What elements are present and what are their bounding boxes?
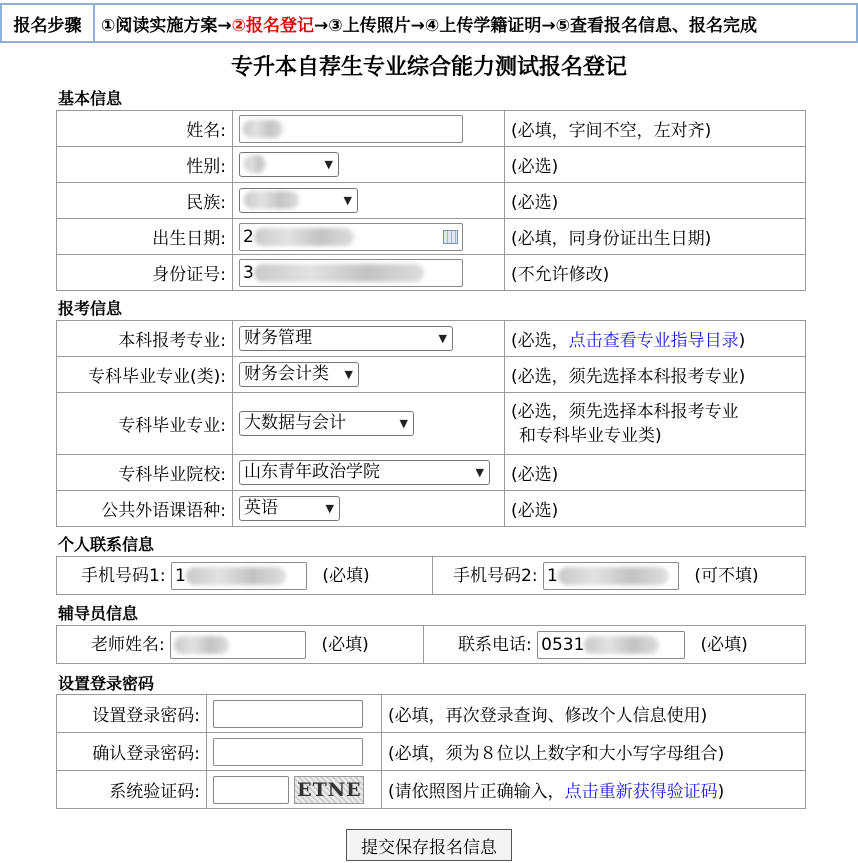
counselor-name-input[interactable] (170, 631, 306, 659)
phone1-note: (必填) (322, 566, 370, 586)
name-label: 姓名: (57, 111, 233, 147)
section-counselor-heading: 辅导员信息 (58, 604, 139, 623)
set-password-label: 设置登录密码: (57, 695, 207, 733)
language-note: (必选) (505, 491, 806, 527)
chevron-down-icon: ▼ (399, 417, 408, 430)
captcha-note: (请依照图片正确输入，点击重新获得验证码) (382, 771, 806, 809)
name-input[interactable] (239, 115, 463, 143)
gender-note: (必选) (505, 147, 806, 183)
confirm-password-note: (必填，须为８位以上数字和大小写字母组合) (382, 733, 806, 771)
steps-label: 报名步骤 (2, 5, 95, 41)
counselor-tel-label: 联系电话: (458, 635, 532, 655)
school-select[interactable]: 山东青年政治学院 ▼ (239, 460, 490, 485)
confirm-password-input[interactable] (213, 738, 363, 766)
refresh-captcha-link[interactable]: 点击重新获得验证码 (564, 782, 718, 802)
chevron-down-icon: ▼ (343, 194, 352, 207)
chevron-down-icon: ▼ (438, 332, 447, 345)
calendar-icon[interactable] (443, 230, 458, 244)
submit-button[interactable]: 提交保存报名信息 (346, 829, 512, 861)
section-contact-heading: 个人联系信息 (58, 535, 155, 554)
specialty-note: (必选，须先选择本科报考专业 和专科毕业专业类) (505, 393, 806, 455)
major-select[interactable]: 财务管理 ▼ (239, 326, 453, 351)
registration-steps-bar (0, 3, 858, 43)
section-basic-heading: 基本信息 (58, 89, 123, 108)
steps-flow (95, 5, 856, 41)
set-password-input[interactable] (213, 700, 363, 728)
section-exam-heading: 报考信息 (58, 299, 123, 318)
id-note: (不允许修改) (505, 255, 806, 291)
id-number-input[interactable]: 3 (239, 259, 463, 287)
counselor-name-label: 老师姓名: (91, 635, 165, 655)
password-table (56, 694, 806, 809)
chevron-down-icon: ▼ (325, 502, 334, 515)
chevron-down-icon: ▼ (475, 466, 484, 479)
birth-date-input[interactable]: 2 (239, 223, 463, 251)
major-note: (必选，点击查看专业指导目录) (505, 321, 806, 357)
section-password-heading: 设置登录密码 (58, 674, 155, 693)
language-select[interactable]: 英语 ▼ (239, 496, 340, 521)
name-note: (必填，字间不空，左对齐) (505, 111, 806, 147)
counselor-tel-input[interactable]: 0531 (537, 631, 685, 659)
chevron-down-icon: ▼ (324, 158, 333, 171)
phone2-note: (可不填) (694, 566, 759, 586)
basic-info-table (56, 110, 806, 291)
birth-label: 出生日期: (57, 219, 233, 255)
exam-info-table (56, 320, 806, 527)
counselor-table (56, 625, 806, 664)
counselor-tel-note: (必填) (700, 635, 748, 655)
category-label: 专科毕业专业(类): (57, 357, 233, 393)
captcha-image[interactable]: ETNE (294, 776, 364, 804)
category-note: (必选，须先选择本科报考专业) (505, 357, 806, 393)
category-select[interactable]: 财务会计类 ▼ (239, 362, 359, 387)
specialty-select[interactable]: 大数据与会计 ▼ (239, 411, 414, 436)
step-3-5: →③上传照片→④上传学籍证明→⑤查看报名信息、报名完成 (314, 15, 757, 36)
ethnic-label: 民族: (57, 183, 233, 219)
step-1: ①阅读实施方案→ (101, 15, 232, 36)
birth-note: (必填，同身份证出生日期) (505, 219, 806, 255)
major-label: 本科报考专业: (57, 321, 233, 357)
gender-select[interactable] (239, 152, 339, 177)
major-guide-link[interactable]: 点击查看专业指导目录 (568, 331, 739, 351)
captcha-label: 系统验证码: (57, 771, 207, 809)
chevron-down-icon: ▼ (344, 368, 353, 381)
page-title: 专升本自荐生专业综合能力测试报名登记 (230, 55, 627, 80)
school-note: (必选) (505, 455, 806, 491)
contact-table (56, 556, 806, 595)
id-label: 身份证号: (57, 255, 233, 291)
school-label: 专科毕业院校: (57, 455, 233, 491)
step-2-current: ②报名登记 (231, 15, 315, 36)
gender-label: 性别: (57, 147, 233, 183)
specialty-label: 专科毕业专业: (57, 393, 233, 455)
language-label: 公共外语课语种: (57, 491, 233, 527)
confirm-password-label: 确认登录密码: (57, 733, 207, 771)
phone1-label: 手机号码1: (81, 566, 166, 586)
ethnic-note: (必选) (505, 183, 806, 219)
phone2-label: 手机号码2: (453, 566, 538, 586)
phone2-input[interactable]: 1 (543, 562, 679, 590)
set-password-note: (必填，再次登录查询、修改个人信息使用) (382, 695, 806, 733)
counselor-name-note: (必填) (321, 635, 369, 655)
phone1-input[interactable]: 1 (171, 562, 307, 590)
captcha-input[interactable] (213, 776, 289, 804)
ethnic-select[interactable] (239, 188, 358, 213)
